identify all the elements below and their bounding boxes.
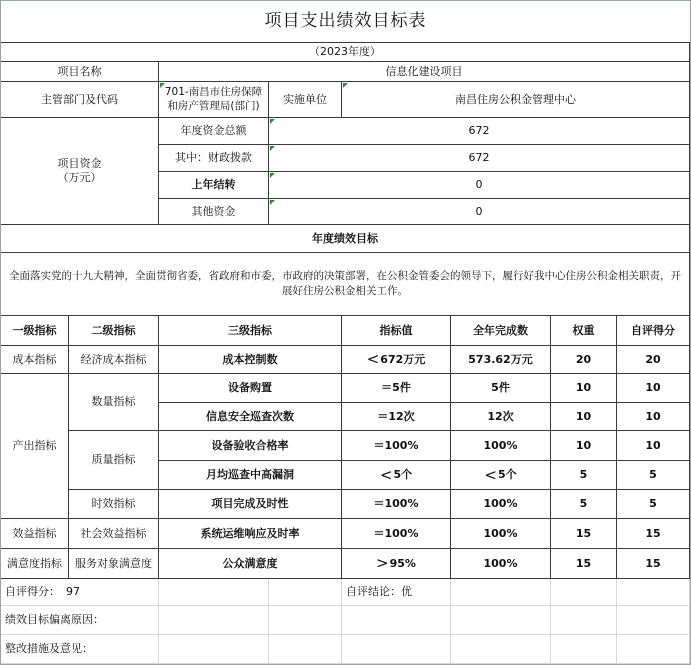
header-level3: 三级指标 bbox=[159, 316, 342, 346]
footer-empty-cell bbox=[159, 635, 269, 664]
deviation-reason-label: 绩效目标偏离原因： bbox=[1, 606, 159, 635]
self-score-value: 97 bbox=[66, 585, 80, 599]
funds-other-label: 其他资金 bbox=[159, 199, 269, 225]
level2-quality: 质量指标 bbox=[69, 431, 159, 490]
level3-completion-timeliness: 项目完成及时性 bbox=[159, 490, 342, 519]
target-public-satisfaction-value: 95% bbox=[389, 556, 416, 570]
rectification-label: 整改措施及意见： bbox=[1, 635, 159, 664]
target-ops-response: ＝100% bbox=[342, 519, 451, 549]
level1-cost: 成本指标 bbox=[1, 346, 69, 374]
footer-empty-cell bbox=[617, 635, 690, 664]
footer-empty-cell bbox=[617, 606, 690, 635]
footer-empty-cell bbox=[269, 579, 342, 606]
level3-vulnerabilities: 月均巡查中高漏洞 bbox=[159, 461, 342, 490]
year-label: （2023年度） bbox=[1, 42, 690, 62]
funds-total-value: 672 bbox=[269, 118, 690, 145]
footer-empty-cell bbox=[451, 635, 551, 664]
weight-vulnerabilities: 5 bbox=[551, 461, 617, 490]
level3-cost-control: 成本控制数 bbox=[159, 346, 342, 374]
less-than-symbol: < bbox=[379, 465, 393, 484]
footer-empty-cell bbox=[342, 635, 451, 664]
footer-empty-cell bbox=[269, 635, 342, 664]
less-than-symbol: < bbox=[366, 350, 380, 369]
self-conclusion bbox=[342, 579, 451, 606]
level1-benefit: 效益指标 bbox=[1, 519, 69, 549]
level1-output: 产出指标 bbox=[1, 374, 69, 519]
impl-unit-label: 实施单位 bbox=[269, 82, 342, 118]
score-equipment: 10 bbox=[617, 374, 690, 403]
footer-empty-cell bbox=[342, 606, 451, 635]
level1-satisfaction: 满意度指标 bbox=[1, 549, 69, 579]
level2-quantity: 数量指标 bbox=[69, 374, 159, 431]
dept-value: 701-南昌市住房保障和房产管理局(部门) bbox=[159, 82, 269, 118]
header-score: 自评得分 bbox=[617, 316, 690, 346]
weight-equipment: 10 bbox=[551, 374, 617, 403]
actual-public-satisfaction: 100% bbox=[451, 549, 551, 579]
funds-carryover-value: 0 bbox=[269, 172, 690, 199]
funds-fiscal-value: 672 bbox=[269, 145, 690, 172]
actual-equipment: 5件 bbox=[451, 374, 551, 403]
footer-empty-cell bbox=[159, 606, 269, 635]
target-acceptance-rate: ＝100% bbox=[342, 431, 451, 461]
target-public-satisfaction bbox=[342, 549, 451, 579]
annual-goal-header: 年度绩效目标 bbox=[1, 225, 690, 253]
weight-cost-control: 20 bbox=[551, 346, 617, 374]
funds-total-label: 年度资金总额 bbox=[159, 118, 269, 145]
level3-ops-response: 系统运维响应及时率 bbox=[159, 519, 342, 549]
actual-completion-timeliness: 100% bbox=[451, 490, 551, 519]
level3-security-inspection: 信息安全巡查次数 bbox=[159, 403, 342, 431]
footer-empty-cell bbox=[159, 579, 269, 606]
target-cost-control bbox=[342, 346, 451, 374]
weight-completion-timeliness: 5 bbox=[551, 490, 617, 519]
score-ops-response: 15 bbox=[617, 519, 690, 549]
score-public-satisfaction: 15 bbox=[617, 549, 690, 579]
project-name-value: 信息化建设项目 bbox=[159, 62, 690, 82]
actual-vulnerabilities bbox=[451, 461, 551, 490]
level3-equipment: 设备购置 bbox=[159, 374, 342, 403]
target-equipment: ＝5件 bbox=[342, 374, 451, 403]
weight-security-inspection: 10 bbox=[551, 403, 617, 431]
funds-fiscal-label: 其中：财政拨款 bbox=[159, 145, 269, 172]
level3-acceptance-rate: 设备验收合格率 bbox=[159, 431, 342, 461]
footer-empty-cell bbox=[617, 579, 690, 606]
actual-security-inspection: 12次 bbox=[451, 403, 551, 431]
target-cost-control-value: 672万元 bbox=[380, 352, 426, 366]
actual-cost-control: 573.62万元 bbox=[451, 346, 551, 374]
funds-label: 项目资金 （万元） bbox=[1, 118, 159, 225]
weight-ops-response: 15 bbox=[551, 519, 617, 549]
score-acceptance-rate: 10 bbox=[617, 431, 690, 461]
score-security-inspection: 10 bbox=[617, 403, 690, 431]
funds-carryover-label: 上年结转 bbox=[159, 172, 269, 199]
target-completion-timeliness: ＝100% bbox=[342, 490, 451, 519]
dept-label: 主管部门及代码 bbox=[1, 82, 159, 118]
footer-empty-cell bbox=[551, 579, 617, 606]
annual-goal-text: 全面落实党的十九大精神，全面贯彻省委，省政府和市委，市政府的决策部署，在公积金管委会的领导下，履行好我中心住房公积金相关职责，开展好住房公积金相关工作。 bbox=[1, 253, 690, 316]
self-conclusion-value: 优 bbox=[401, 585, 412, 599]
footer-empty-cell bbox=[551, 635, 617, 664]
level2-service-satisfaction: 服务对象满意度 bbox=[69, 549, 159, 579]
target-vulnerabilities bbox=[342, 461, 451, 490]
target-vulnerabilities-value: 5个 bbox=[393, 468, 413, 482]
self-conclusion-label: 自评结论： bbox=[346, 585, 401, 599]
score-completion-timeliness: 5 bbox=[617, 490, 690, 519]
header-level1: 一级指标 bbox=[1, 316, 69, 346]
actual-vulnerabilities-value: 5个 bbox=[497, 468, 517, 482]
level2-social-benefit: 社会效益指标 bbox=[69, 519, 159, 549]
footer-empty-cell bbox=[551, 606, 617, 635]
self-score bbox=[1, 579, 159, 606]
actual-ops-response: 100% bbox=[451, 519, 551, 549]
actual-acceptance-rate: 100% bbox=[451, 431, 551, 461]
footer-empty-cell bbox=[451, 606, 551, 635]
target-security-inspection: ＝12次 bbox=[342, 403, 451, 431]
level2-economic-cost: 经济成本指标 bbox=[69, 346, 159, 374]
weight-acceptance-rate: 10 bbox=[551, 431, 617, 461]
footer-empty-cell bbox=[269, 606, 342, 635]
header-level2: 二级指标 bbox=[69, 316, 159, 346]
less-than-symbol: < bbox=[484, 465, 497, 484]
self-score-label: 自评得分： bbox=[5, 585, 60, 599]
project-name-label: 项目名称 bbox=[1, 62, 159, 82]
header-target: 指标值 bbox=[342, 316, 451, 346]
funds-other-value: 0 bbox=[269, 199, 690, 225]
impl-unit-value: 南昌住房公积金管理中心 bbox=[342, 82, 690, 118]
header-weight: 权重 bbox=[551, 316, 617, 346]
footer-empty-cell bbox=[451, 579, 551, 606]
sheet-title: 项目支出绩效目标表 bbox=[1, 1, 690, 42]
level2-timeliness: 时效指标 bbox=[69, 490, 159, 519]
greater-than-symbol: > bbox=[376, 554, 389, 573]
header-actual: 全年完成数 bbox=[451, 316, 551, 346]
weight-public-satisfaction: 15 bbox=[551, 549, 617, 579]
level3-public-satisfaction: 公众满意度 bbox=[159, 549, 342, 579]
score-vulnerabilities: 5 bbox=[617, 461, 690, 490]
score-cost-control: 20 bbox=[617, 346, 690, 374]
